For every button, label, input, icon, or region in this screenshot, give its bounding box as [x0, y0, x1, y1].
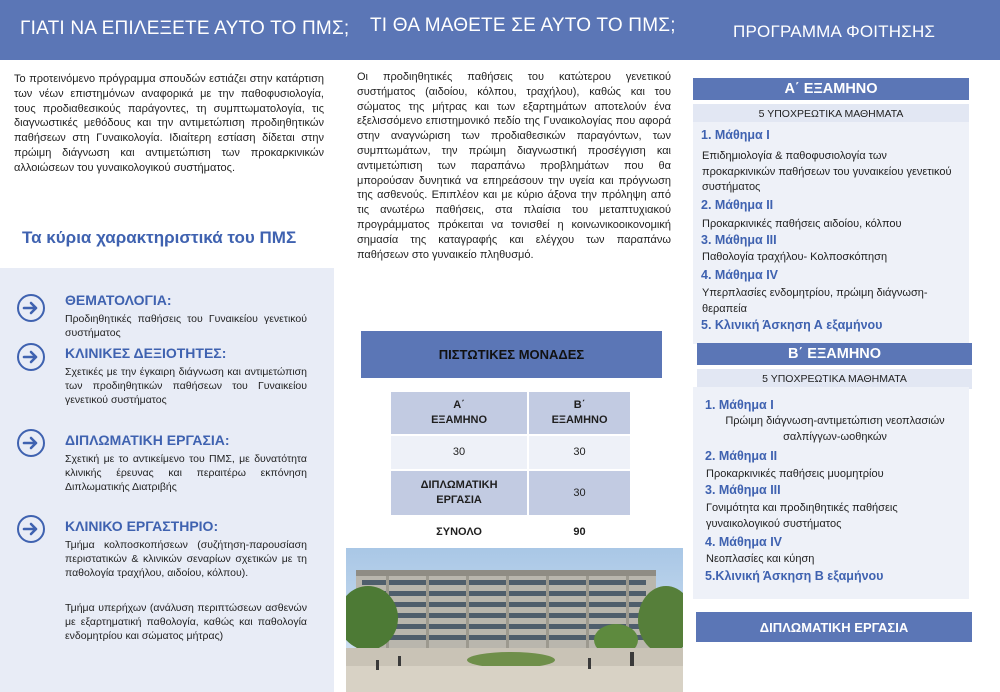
credits-table	[389, 390, 632, 549]
course-title: 3. Μάθημα ΙΙΙ	[701, 233, 777, 247]
course-desc: Επιδημιολογία & παθοφυσιολογία των προκαρκινικών παθήσεων του γυναικείου γενετικού συστήματος	[702, 150, 952, 193]
course-title: 4. Μάθημα IV	[705, 535, 783, 549]
feature-desc: Τμήμα κολποσκοπήσεων (συζήτηση-παρουσίαση περιστατικών & κλινικών σεναρίων σχετικών με τη παθολογία τραχήλου, αιδοίου, κόλπου).	[65, 539, 307, 579]
credits-title: ΠΙΣΤΩΤΙΚΕΣ ΜΟΝΑΔΕΣ	[361, 331, 662, 378]
semester-a-subtitle: 5 ΥΠΟΧΡΕΩΤΙΚΑ ΜΑΘΗΜΑΤΑ	[693, 104, 969, 124]
feature-title: ΚΛΙΝΙΚΟ ΕΡΓΑΣΤΗΡΙΟ:	[65, 518, 219, 534]
course-title: 3. Μάθημα ΙΙΙ	[705, 483, 781, 497]
arrow-right-circle-icon	[17, 343, 45, 371]
feature-title: ΘΕΜΑΤΟΛΟΓΙΑ:	[65, 292, 172, 308]
course-title: 1. Μάθημα Ι	[701, 128, 770, 142]
semester-a-title: Α΄ ΕΞΑΜΗΝΟ	[693, 78, 969, 100]
course-desc: Προκαρκινικές παθήσεις μυομητρίου	[706, 468, 884, 480]
feature-title: ΔΙΠΛΩΜΑΤΙΚΗ ΕΡΓΑΣΙΑ:	[65, 432, 230, 448]
credits-total-label: ΣΥΝΟΛΟ	[436, 525, 482, 538]
course-title: 2. Μάθημα ΙΙ	[705, 449, 778, 463]
features-title: Τα κύρια χαρακτηριστικά του ΠΜΣ	[22, 228, 297, 247]
arrow-right-circle-icon	[17, 429, 45, 457]
header-learn: ΤΙ ΘΑ ΜΑΘΕΤΕ ΣΕ ΑΥΤΟ ΤΟ ΠΜΣ;	[370, 15, 676, 36]
course-title: 4. Μάθημα IV	[701, 268, 779, 282]
credits-header-b: Β΄ ΕΞΑΜΗΝΟ	[529, 392, 630, 434]
arrow-right-circle-icon	[17, 294, 45, 322]
course-desc: Νεοπλασίες και κύηση	[706, 553, 815, 565]
course-desc: Πρώιμη διάγνωση-αντιμετώπιση νεοπλασιών σαλπίγγων-ωοθηκών	[725, 415, 945, 443]
semester-b-subtitle: 5 ΥΠΟΧΡΕΩΤΙΚΑ ΜΑΘΗΜΑΤΑ	[697, 369, 972, 389]
course-desc: Παθολογία τραχήλου- Κολποσκόπηση	[702, 251, 888, 263]
course-title: 5. Κλινική Άσκηση Α εξαμήνου	[701, 318, 883, 332]
feature-desc: Προδιηθητικές παθήσεις του Γυναικείου γενετικού συστήματος	[65, 313, 307, 339]
arrow-right-circle-icon	[17, 515, 45, 543]
course-desc: Υπερπλασίες ενδομητρίου, πρώιμη διάγνωση-θεραπεία	[702, 287, 928, 315]
feature-desc-2: Τμήμα υπερήχων (ανάλυση περιπτώσεων ασθενών με εξαρτηματική παθολογία, καθώς και παθολογία ενδομητρίου και σώματος μήτρας)	[65, 602, 307, 642]
course-desc: Προκαρκινικές παθήσεις αιδοίου, κόλπου	[702, 218, 902, 230]
feature-desc: Σχετική με το αντικείμενο του ΠΜΣ, με δυνατότητα κλινικής έρευνας και περαιτέρω εκπόνηση Διπλωματικής Διατριβής	[65, 453, 307, 493]
credits-b-value: 30	[529, 436, 630, 469]
learn-paragraph: Οι προδιηθητικές παθήσεις του κατώτερου γενετικού συστήματος (αιδοίου, κόλπου, τραχήλου), καθώς και του σώματος της μήτρας και των εξαρτημάτων αποτελούν ένα εξελισσόμενο επιστημονικό πεδίο της Γυναικολογίας που αφορά στην αναγνώριση των προδιαθεσικών παραγόντων, των συμπτωμάτων, την πρώιμη διαγνωστική προσέγγιση και αντιμετώπιση των παραπάνω προβλημάτων που θα μπορούσαν δυνητικά να επηρεάσουν την υγεία και πρόγνωση της ασθενούς. Επιπλέον και με κύριο άξονα την πρόληψη από τις ανωτέρω παθήσεις, στα πλαίσια του μεταπτυχιακού προγράμματος πρόκειται να τονισθεί η κοινωνικοοικονομική σημασία της καταγραφής και ελέγχου των παραπάνω παθήσεων στο γυναικείο πληθυσμό.	[357, 71, 671, 261]
campus-photo	[346, 548, 683, 692]
course-title: 5.Κλινική Άσκηση Β εξαμήνου	[705, 569, 884, 583]
credits-a-value: 30	[391, 436, 527, 469]
semester-b-title: Β΄ ΕΞΑΜΗΝΟ	[697, 343, 972, 365]
course-title: 2. Μάθημα ΙΙ	[701, 198, 774, 212]
feature-title: ΚΛΙΝΙΚΕΣ ΔΕΞΙΟΤΗΤΕΣ:	[65, 345, 227, 361]
header-why: ΓΙΑΤΙ ΝΑ ΕΠΙΛΕΞΕΤΕ ΑΥΤΟ ΤΟ ΠΜΣ;	[20, 18, 350, 39]
header-program: ΠΡΟΓΡΑΜΜΑ ΦΟΙΤΗΣΗΣ	[733, 22, 936, 41]
credits-thesis-label: ΔΙΠΛΩΜΑΤΙΚΗ ΕΡΓΑΣΙΑ	[391, 471, 527, 515]
credits-thesis-value: 30	[529, 471, 630, 515]
course-desc: Γονιμότητα και προδιηθητικές παθήσεις γυναικολογικού συστήματος	[706, 502, 898, 530]
feature-desc: Σχετικές με την έγκαιρη διάγνωση και αντιμετώπιση των προδιηθητικών παθήσεων του Γυναικείου γενετικού συστήματος	[65, 366, 307, 406]
credits-total-value: 90	[573, 525, 586, 538]
course-title: 1. Μάθημα Ι	[705, 398, 774, 412]
intro-paragraph: Το προτεινόμενο πρόγραμμα σπουδών εστιάζει στην κατάρτιση των νέων επιστημόνων αναφορικά με την παθοφυσιολογία, τους προδιαθεσικούς παράγοντες, τη συμπτωματολογία, τις διαγνωστικές μεθόδους και την αντιμετώπιση προδιηθητικών παθήσεων στη Γυναικολογία. Ιδιαίτερη εστίαση δίδεται στην πρώιμη διάγνωση και αντιμετώπιση των προκαρκινικών αλλοιώσεων του γυναικολογικού συστήματος.	[14, 73, 324, 174]
credits-header-a: Α΄ ΕΞΑΜΗΝΟ	[391, 392, 527, 434]
thesis-bar: ΔΙΠΛΩΜΑΤΙΚΗ ΕΡΓΑΣΙΑ	[696, 612, 972, 642]
